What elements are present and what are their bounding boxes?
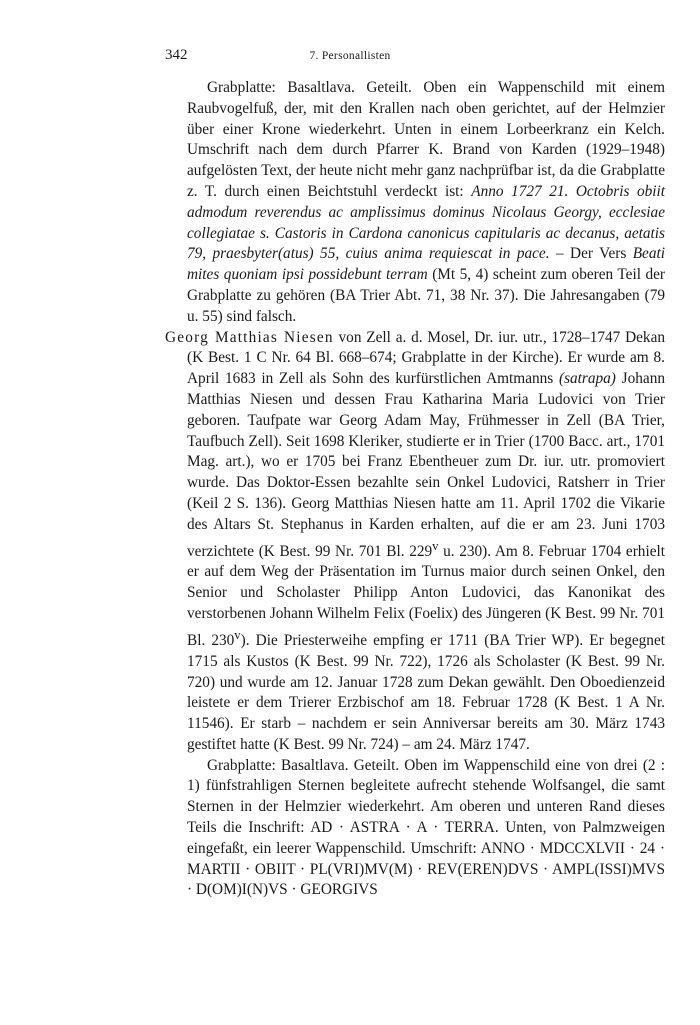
- latin-term: (satrapa): [558, 370, 616, 388]
- superscript-verso: v: [234, 627, 241, 642]
- page-number: 342: [165, 47, 188, 63]
- paragraph-text: u. 230). Am 8. Februar 1704 erhielt er auf dem Weg der Präsentation im Turnus maior durch seinen Onkel, den Senior und Scholaster Philipp Anton Ludovici, das Kanonikat des verstorbenen Johann Wilhelm Felix (Foelix) des Jüngeren (K Best. 99 Nr. 701 Bl. 230: [187, 542, 665, 649]
- paragraph-text: ). Die Priesterweihe empfing er 1711 (BA Trier WP). Er begegnet 1715 als Kustos (K Best. 99 Nr. 722), 1726 als Scholaster (K Best. 99 Nr. 720) und wurde am 12. Januar 1728 zum Dekan gewählt. Den Oboedienzeid leistete er dem Trierer Erzbischof am 18. Februar 1728 (K Best. 1 A Nr. 11546). Er starb – nachdem er sein Anniversar bereits am 30. März 1743 gestiftet hatte (K Best. 99 Nr. 724) – am 24. März 1747.: [187, 631, 665, 753]
- entry-name: Georg Matthias Niesen: [165, 328, 334, 346]
- running-title: 7. Personallisten: [309, 50, 391, 62]
- inscription-latin: Anno 1727 21. Octobris obiit admodum reverendus ac amplissimus dominus Nicolaus Georgy, ecclesiae collegiatae s. Castoris in Cardona canonicus capitularis ac decanus, aetatis 79, praesbyter(atus) 55, cuius anima requiescat in pace.: [187, 182, 666, 263]
- paragraph-grabplatte-georgy: [165, 78, 665, 328]
- paragraph-text: Grabplatte: Basaltlava. Geteilt. Oben ein Wappenschild mit einem Raubvogelfuß, der, mit den Krallen nach oben gerichtet, auf der Helmzier über einer Krone wiederkehrt. Unten in einem Lorbeerkranz ein Kelch. Umschrift nach dem durch Pfarrer K. Brand von Karden (1929–1948) aufgelösten Text, der heute nicht mehr ganz nachprüfbar ist, da die Grabplatte z. T. durch einen Beichtstuhl verdeckt ist:: [187, 79, 665, 200]
- paragraph-text: Johann Matthias Niesen und dessen Frau Katharina Maria Ludovici von Trier geboren. Taufpate war Georg Adam May, Frühmesser in Zell (BA Trier, Taufbuch Zell). Seit 1698 Kleriker, studierte er in Trier (1700 Bacc. art., 1701 Mag. art.), wo er 1705 bei Franz Ebentheuer zum Dr. iur. utr. promoviert wurde. Das Doktor-Essen bezahlte sein Onkel Ludovici, Ratsherr in Trier (Keil 2 S. 136). Georg Matthias Niesen hatte am 11. April 1702 die Vikarie des Altars St. Stephanus in Karden erhalten, auf die er am 23. Juni 1703 verzichtete (K Best. 99 Nr. 701 Bl. 229: [187, 370, 665, 560]
- paragraph-text: – Der Vers: [549, 245, 633, 263]
- page-body: [165, 78, 665, 901]
- verse-quote: Beati mites quoniam ipsi possidebunt terram: [187, 245, 665, 284]
- superscript-verso: v: [432, 538, 439, 553]
- entry-georg-matthias-niesen: [165, 328, 665, 756]
- paragraph-grabplatte-niesen: [165, 756, 665, 902]
- paragraph-text: (Mt 5, 4) scheint zum oberen Teil der Grabplatte zu gehören (BA Trier Abt. 71, 38 Nr. 37). Die Jahresangaben (79 u. 55) sind falsch.: [187, 266, 665, 325]
- paragraph-text: Grabplatte: Basaltlava. Geteilt. Oben im Wappenschild eine von drei (2 : 1) fünfstrahligen Sternen begleitete aufrecht stehende Wolfsangel, die samt Sternen in der Helmzier wiederkehrt. Am oberen und unteren Rand dieses Teils die Inschrift: AD · ASTRA · A · TERRA. Unten, von Palmzweigen eingefaßt, ein leerer Wappenschild. Umschrift: ANNO · MDCCXLVII · 24 · MARTII · OBIIT · PL(VRI)MV(M) · REV(EREN)DVS · AMPL(ISSI)MVS · D(OM)I(N)VS · GEORGIVS: [187, 756, 665, 899]
- paragraph-text: von Zell a. d. Mosel, Dr. iur. utr., 1728–1747 Dekan (K Best. 1 C Nr. 64 Bl. 668–674; Grabplatte in der Kirche). Er wurde am 8. April 1683 in Zell als Sohn des kurfürstlichen Amtmanns: [187, 328, 666, 388]
